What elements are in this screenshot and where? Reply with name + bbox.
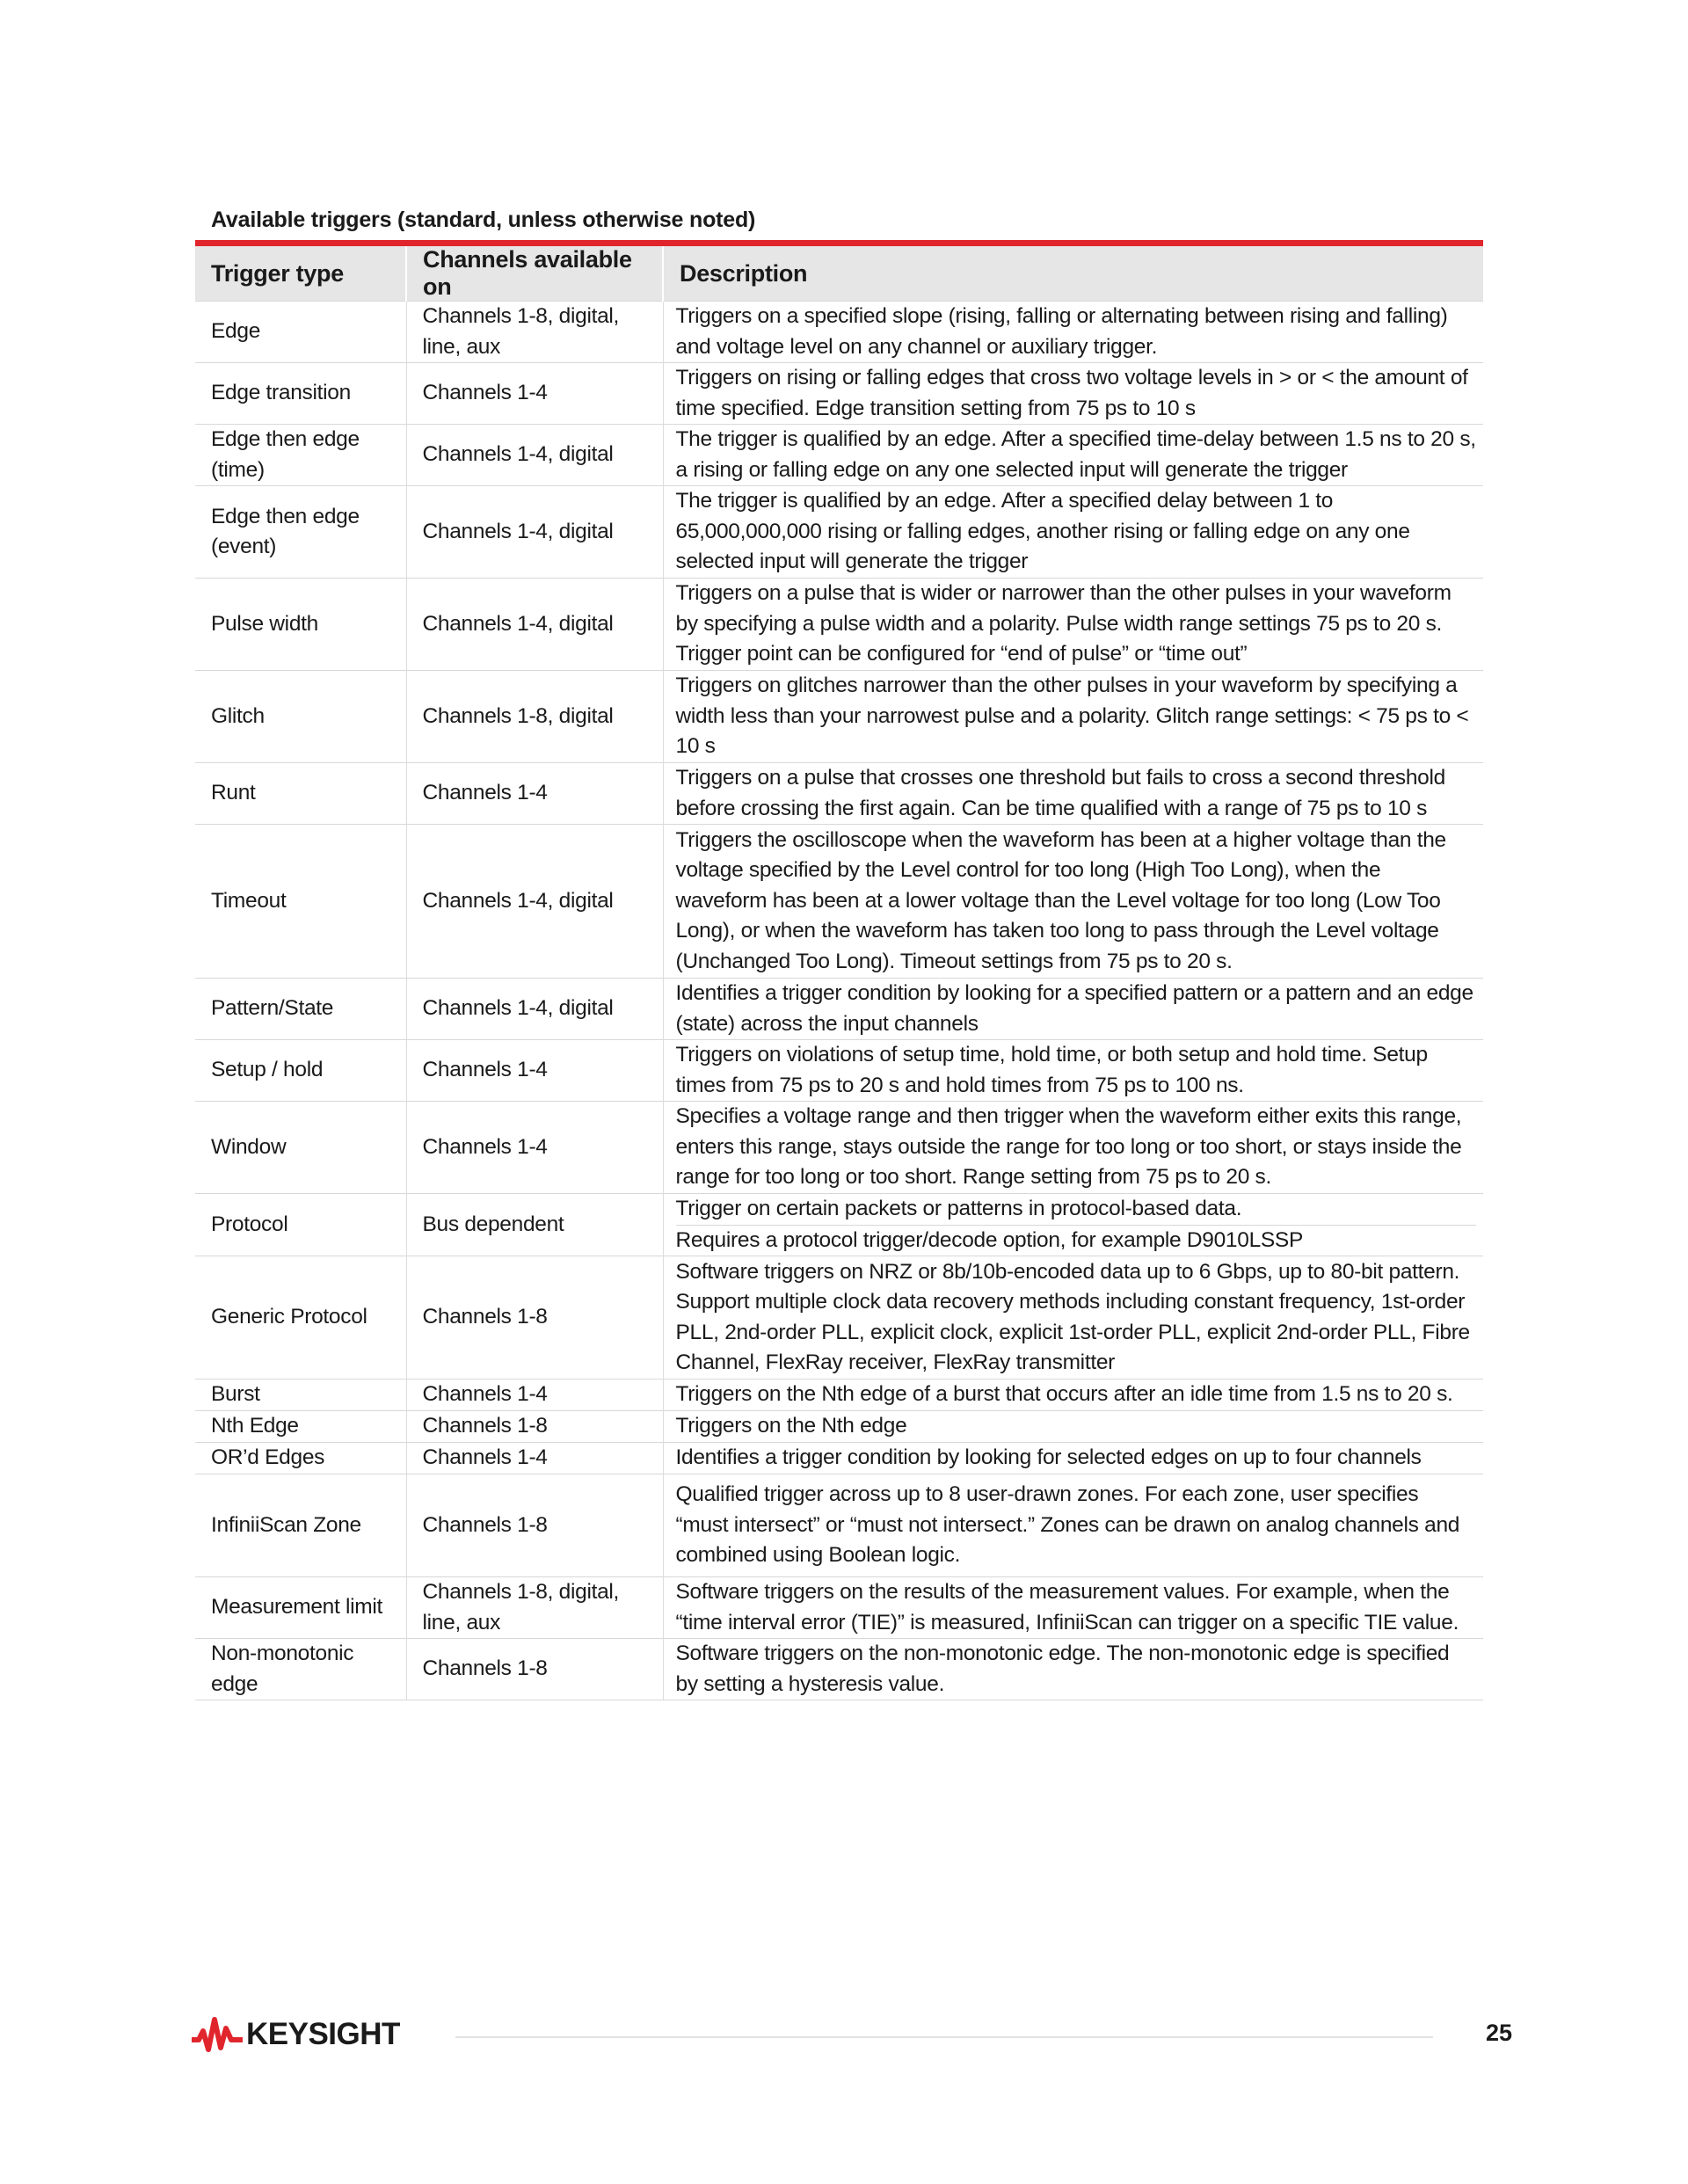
table-row (195, 1577, 1483, 1639)
description-cell: Triggers on a specified slope (rising, falling or alternating between rising and falling) and voltage level on any channel or auxiliary trigger. (663, 302, 1483, 363)
trigger-type-cell: Runt (195, 763, 406, 825)
table-row (195, 1380, 1483, 1411)
table-row (195, 1102, 1483, 1194)
channels-cell: Channels 1-4 (406, 763, 663, 825)
table-row (195, 486, 1483, 579)
table-row (195, 825, 1483, 979)
table-row (195, 363, 1483, 425)
table-row (195, 1639, 1483, 1700)
trigger-type-cell: Timeout (195, 825, 406, 979)
channels-cell: Channels 1-4 (406, 363, 663, 425)
header-accent-rule (195, 240, 1483, 246)
description-cell: Software triggers on the results of the measurement values. For example, when the “time interval error (TIE)” is measured, InfiniiScan can trigger on a specific TIE value. (663, 1577, 1483, 1639)
channels-cell: Channels 1-4, digital (406, 579, 663, 671)
description-cell: Triggers the oscilloscope when the waveform has been at a higher voltage than the voltage specified by the Level control for too long (High Too Long), when the waveform has been at a lower voltage than the Level voltage for too long (Low Too Long), or when the waveform has taken too long to pass through the Level voltage (Unchanged Too Long). Timeout settings from 75 ps to 20 s. (663, 825, 1483, 979)
trigger-type-cell: Glitch (195, 671, 406, 763)
description-cell: Identifies a trigger condition by looking for a specified pattern or a pattern and an edge (state) across the input channels (663, 979, 1483, 1040)
table-row (195, 425, 1483, 486)
footer-divider (455, 2036, 1433, 2038)
section-title: Available triggers (standard, unless otherwise noted) (211, 207, 756, 232)
trigger-type-cell: Setup / hold (195, 1040, 406, 1102)
trigger-type-cell: Edge then edge (time) (195, 425, 406, 486)
trigger-type-cell: Pulse width (195, 579, 406, 671)
description-cell: Triggers on the Nth edge of a burst that occurs after an idle time from 1.5 ns to 20 s. (663, 1380, 1483, 1411)
description-cell: The trigger is qualified by an edge. After a specified delay between 1 to 65,000,000,000 rising or falling edges, another rising or falling edge on any one selected input will generate the trigger (663, 486, 1483, 579)
table-row (195, 1194, 1483, 1256)
table-header-row (195, 246, 1483, 302)
channels-cell: Channels 1-8 (406, 1474, 663, 1577)
table-row (195, 1411, 1483, 1443)
table-row (195, 1256, 1483, 1380)
description-text: Trigger on certain packets or patterns in protocol-based data. (675, 1197, 1242, 1220)
trigger-type-cell: Generic Protocol (195, 1256, 406, 1380)
channels-cell: Channels 1-4, digital (406, 425, 663, 486)
description-cell: Triggers on a pulse that is wider or narrower than the other pulses in your waveform by specifying a pulse width and a polarity. Pulse width range settings 75 ps to 20 s. Trigger point can be configured for “end of pulse” or “time out” (663, 579, 1483, 671)
header-channels: Channels available on (406, 246, 663, 302)
channels-cell: Channels 1-4, digital (406, 486, 663, 579)
channels-cell: Bus dependent (406, 1194, 663, 1256)
channels-cell: Channels 1-8 (406, 1256, 663, 1380)
description-cell: Triggers on glitches narrower than the other pulses in your waveform by specifying a width less than your narrowest pulse and a polarity. Glitch range settings: < 75 ps to < 10 s (663, 671, 1483, 763)
table-row (195, 763, 1483, 825)
trigger-type-cell: Protocol (195, 1194, 406, 1256)
channels-cell: Channels 1-4 (406, 1443, 663, 1474)
channels-cell: Channels 1-4, digital (406, 825, 663, 979)
triggers-table (195, 246, 1483, 1700)
table-row (195, 671, 1483, 763)
trigger-type-cell: Measurement limit (195, 1577, 406, 1639)
channels-cell: Channels 1-8 (406, 1639, 663, 1700)
channels-cell: Channels 1-8 (406, 1411, 663, 1443)
table-row (195, 1040, 1483, 1102)
table-row (195, 302, 1483, 363)
brand-name: KEYSIGHT (246, 2017, 400, 2051)
table-row (195, 1443, 1483, 1474)
channels-cell: Channels 1-8, digital, line, aux (406, 1577, 663, 1639)
channels-cell: Channels 1-8, digital, line, aux (406, 302, 663, 363)
channels-cell: Channels 1-4, digital (406, 979, 663, 1040)
description-cell: Software triggers on NRZ or 8b/10b-encoded data up to 6 Gbps, up to 80-bit pattern. Support multiple clock data recovery methods including constant frequency, 1st-order PLL, 2nd-order PLL, explicit clock, explicit 1st-order PLL, explicit 2nd-order PLL, Fibre Channel, FlexRay receiver, FlexRay transmitter (663, 1256, 1483, 1380)
table-row (195, 1474, 1483, 1577)
table-row (195, 979, 1483, 1040)
trigger-type-cell: Window (195, 1102, 406, 1194)
page-number: 25 (1485, 2020, 1512, 2046)
trigger-type-cell: Non-monotonic edge (195, 1639, 406, 1700)
trigger-type-cell: InfiniiScan Zone (195, 1474, 406, 1577)
trigger-type-cell: Edge transition (195, 363, 406, 425)
channels-cell: Channels 1-4 (406, 1102, 663, 1194)
description-cell: Triggers on a pulse that crosses one threshold but fails to cross a second threshold before crossing the first again. Can be time qualified with a range of 75 ps to 10 s (663, 763, 1483, 825)
description-cell: Software triggers on the non-monotonic edge. The non-monotonic edge is specified by setting a hysteresis value. (663, 1639, 1483, 1700)
channels-cell: Channels 1-4 (406, 1380, 663, 1411)
description-cell: Triggers on violations of setup time, hold time, or both setup and hold time. Setup times from 75 ps to 20 s and hold times from 75 ps to 100 ns. (663, 1040, 1483, 1102)
description-cell (663, 1194, 1483, 1256)
keysight-logo (192, 2015, 400, 2054)
header-trigger-type: Trigger type (195, 246, 406, 302)
channels-cell: Channels 1-8, digital (406, 671, 663, 763)
description-cell: The trigger is qualified by an edge. After a specified time-delay between 1.5 ns to 20 s, a rising or falling edge on any one selected input will generate the trigger (663, 425, 1483, 486)
trigger-type-cell: Edge then edge (event) (195, 486, 406, 579)
trigger-type-cell: Edge (195, 302, 406, 363)
trigger-type-cell: Nth Edge (195, 1411, 406, 1443)
description-cell: Qualified trigger across up to 8 user-drawn zones. For each zone, user specifies “must intersect” or “must not intersect.” Zones can be drawn on analog channels and combined using Boolean logic. (663, 1474, 1483, 1577)
table-row (195, 579, 1483, 671)
trigger-type-cell: Burst (195, 1380, 406, 1411)
header-description: Description (663, 246, 1483, 302)
keysight-wave-icon (192, 2016, 243, 2053)
trigger-type-cell: Pattern/State (195, 979, 406, 1040)
description-cell: Triggers on rising or falling edges that cross two voltage levels in > or < the amount of time specified. Edge transition setting from 75 ps to 10 s (663, 363, 1483, 425)
description-cell: Identifies a trigger condition by looking for selected edges on up to four channels (663, 1443, 1483, 1474)
protocol-option-note: Requires a protocol trigger/decode option, for example D9010LSSP (676, 1225, 1477, 1256)
description-cell: Triggers on the Nth edge (663, 1411, 1483, 1443)
description-cell: Specifies a voltage range and then trigger when the waveform either exits this range, enters this range, stays outside the range for too long or too short, or stays inside the range for too long or too short. Range setting from 75 ps to 20 s. (663, 1102, 1483, 1194)
channels-cell: Channels 1-4 (406, 1040, 663, 1102)
trigger-type-cell: OR’d Edges (195, 1443, 406, 1474)
